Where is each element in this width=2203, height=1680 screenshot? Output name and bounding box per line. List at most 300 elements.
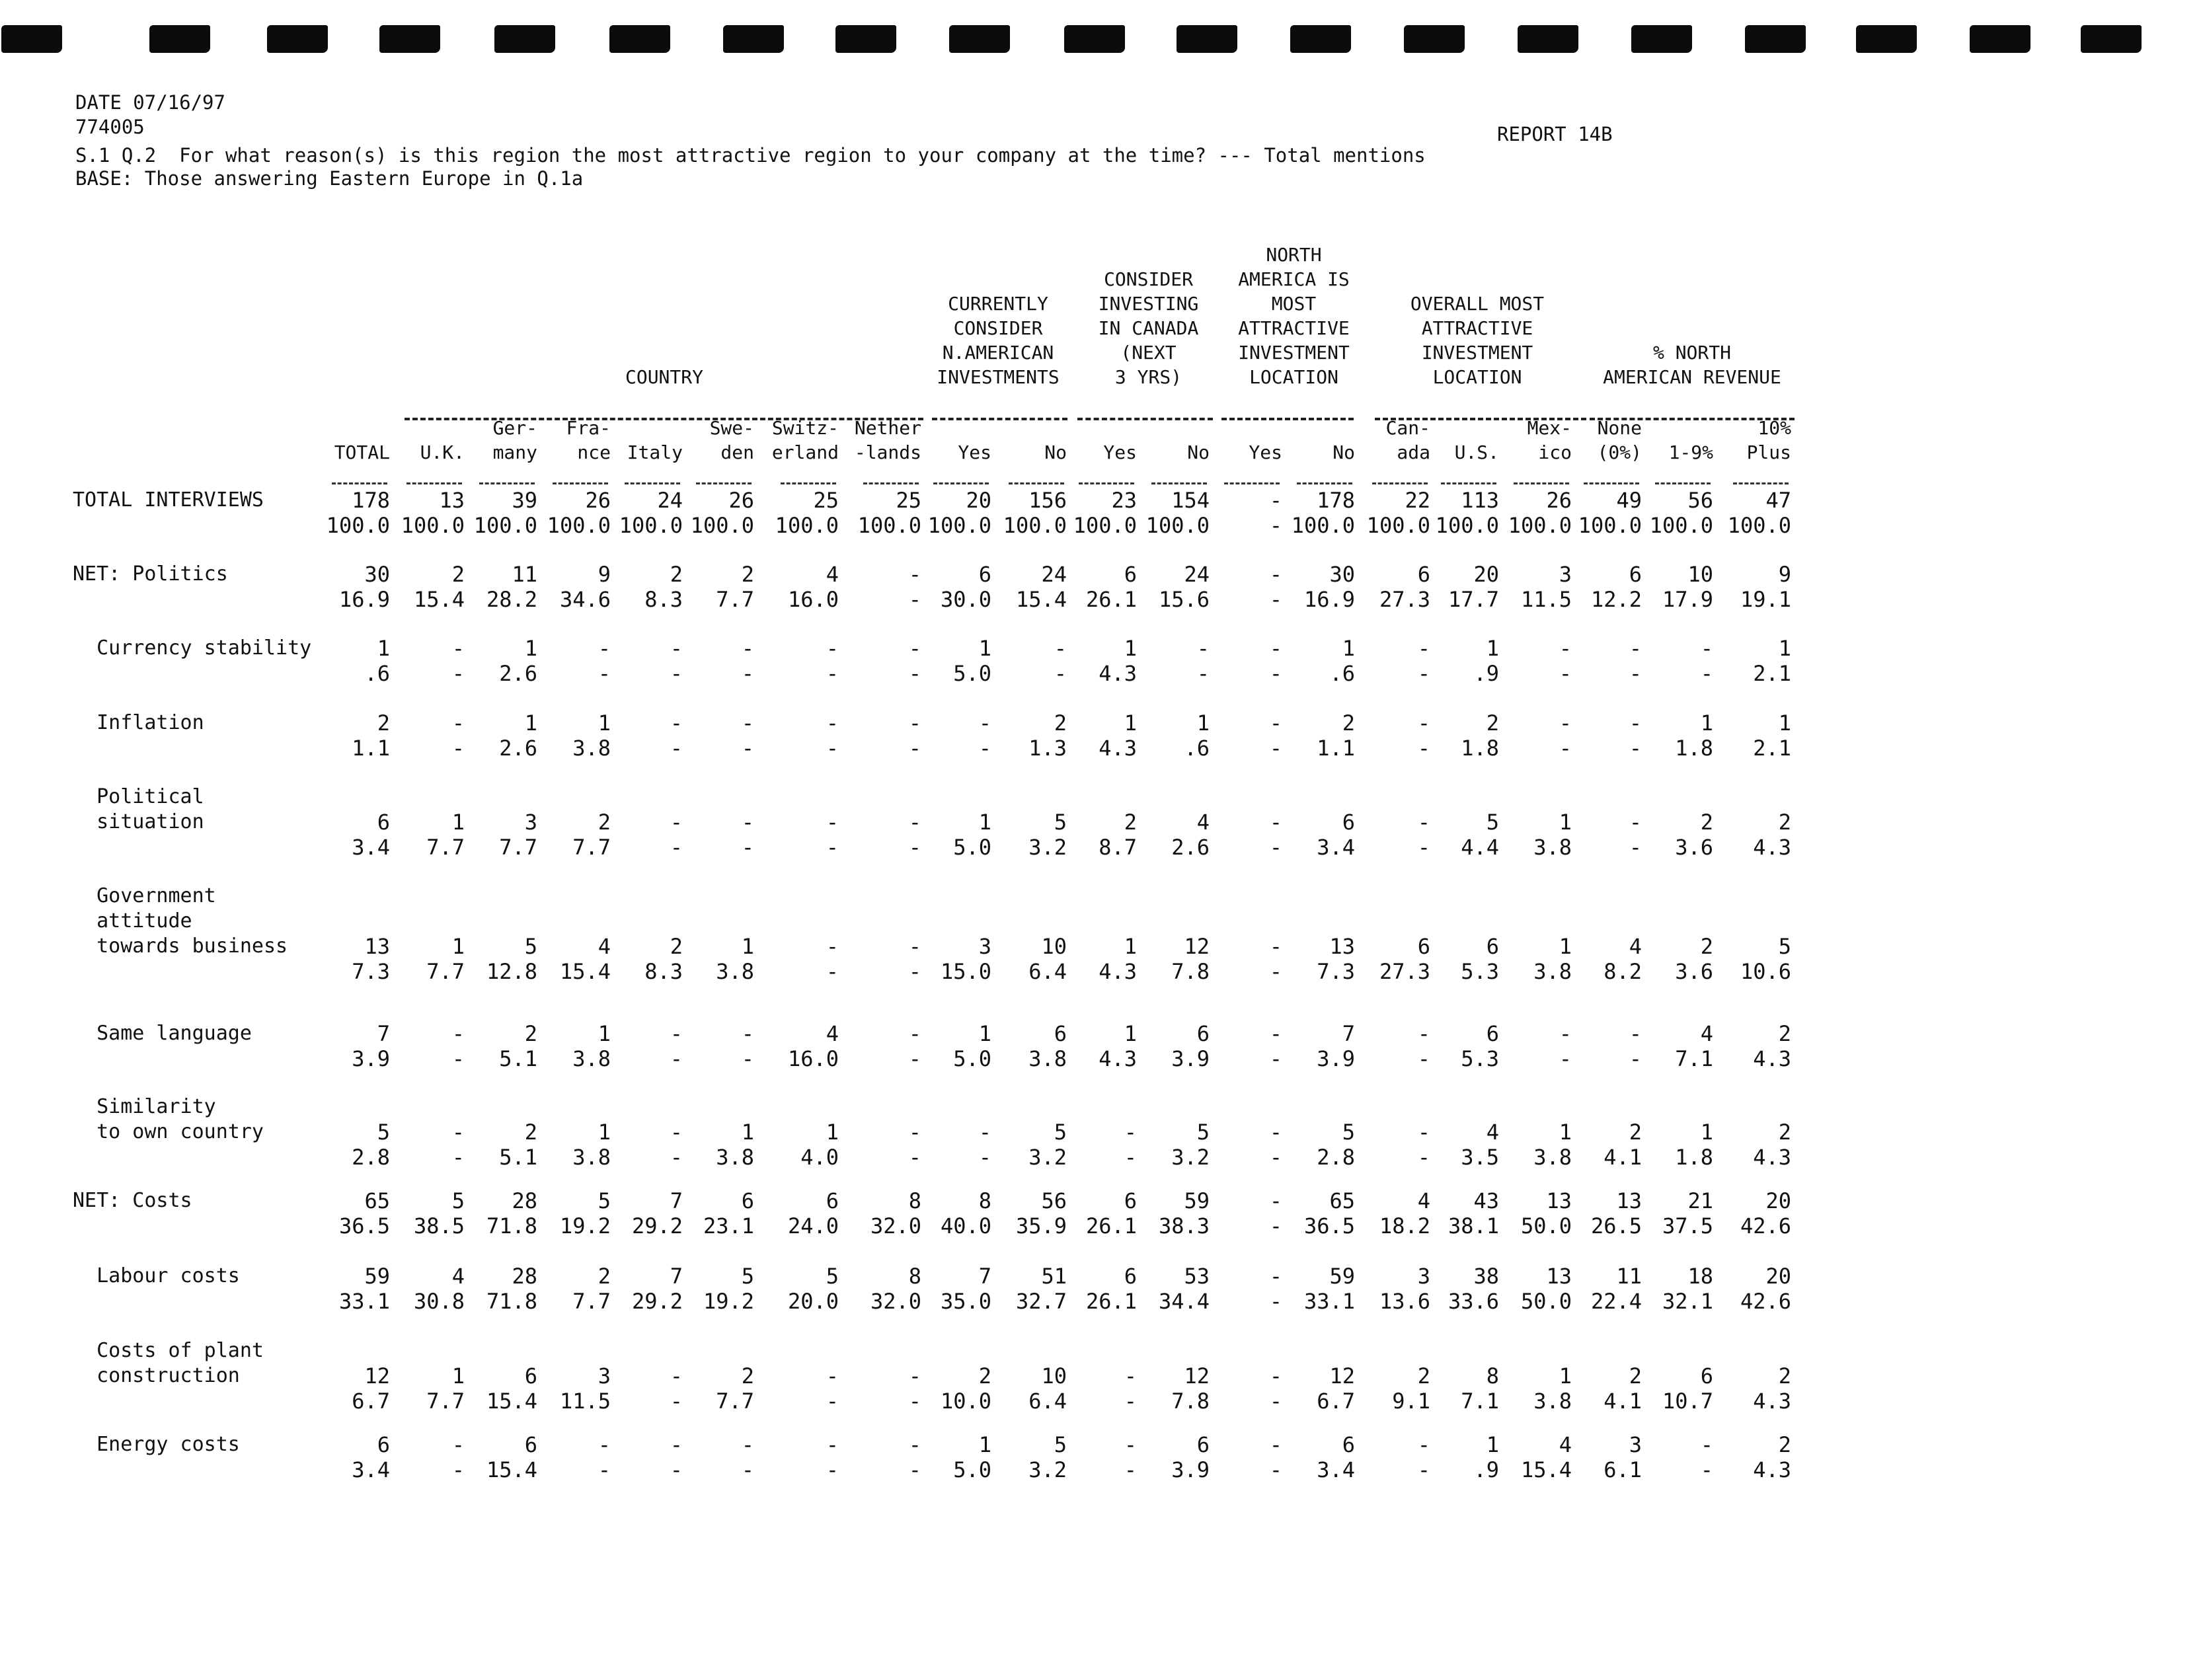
- report-id: REPORT 14B: [1497, 123, 1613, 145]
- cell-count: -: [1269, 1264, 1282, 1289]
- cell-percent: 3.9: [1171, 1457, 1210, 1482]
- cell-percent: 9.1: [1392, 1389, 1430, 1414]
- cell-percent: 36.5: [338, 1213, 390, 1239]
- cell-percent: -: [1417, 1457, 1430, 1482]
- cell-count: 2: [524, 1120, 537, 1145]
- cell-count: -: [826, 934, 839, 959]
- cell-count: 6: [377, 1432, 390, 1457]
- cell-percent: 100.0: [775, 513, 839, 538]
- cell-count: 65: [1329, 1188, 1355, 1213]
- cell-percent: 1.1: [352, 736, 390, 761]
- cell-percent: -: [908, 1145, 921, 1170]
- cell-count: 5: [598, 1188, 611, 1213]
- cell-count: -: [1559, 636, 1572, 661]
- cell-count: -: [1269, 1432, 1282, 1457]
- cell-count: 2: [377, 710, 390, 736]
- perforation-hole: [1, 25, 62, 53]
- cell-count: 7: [1342, 1021, 1355, 1046]
- cell-percent: .6: [364, 661, 390, 686]
- cell-percent: 3.8: [572, 1046, 611, 1071]
- column-header: Ger- many: [492, 417, 537, 463]
- cell-count: -: [1269, 636, 1282, 661]
- cell-percent: 12.2: [1590, 587, 1642, 612]
- cell-percent: 5.0: [953, 661, 991, 686]
- column-underline: [1224, 482, 1280, 484]
- cell-percent: 38.1: [1448, 1213, 1499, 1239]
- cell-percent: .9: [1473, 1457, 1499, 1482]
- cell-percent: 2.6: [499, 661, 537, 686]
- cell-count: -: [908, 1432, 921, 1457]
- cell-percent: -: [1054, 661, 1067, 686]
- cell-percent: 4.3: [1099, 959, 1137, 984]
- cell-percent: 20.0: [787, 1289, 839, 1314]
- perforation-hole: [609, 25, 670, 53]
- cell-count: 2: [670, 562, 683, 587]
- cell-count: -: [908, 810, 921, 835]
- column-header: Nether -lands: [854, 417, 921, 463]
- base-text: BASE: Those answering Eastern Europe in Q.1a: [75, 167, 584, 190]
- cell-percent: 30.8: [413, 1289, 465, 1314]
- cell-count: 1: [451, 810, 465, 835]
- cell-count: 21: [1687, 1188, 1713, 1213]
- cell-count: -: [1196, 636, 1210, 661]
- cell-count: -: [908, 1120, 921, 1145]
- cell-percent: -: [826, 835, 839, 860]
- cell-count: 178: [1317, 488, 1355, 513]
- cell-percent: -: [908, 1046, 921, 1071]
- column-underline: [406, 482, 462, 484]
- cell-count: 2: [1700, 810, 1713, 835]
- cell-count: 12: [364, 1363, 390, 1389]
- cell-percent: 5.0: [953, 1046, 991, 1071]
- cell-percent: -: [598, 661, 611, 686]
- cell-count: 8: [908, 1188, 921, 1213]
- cell-count: 59: [1184, 1188, 1210, 1213]
- cell-count: 2: [1778, 1120, 1791, 1145]
- cell-count: 6: [1629, 562, 1642, 587]
- cell-count: 1: [741, 1120, 754, 1145]
- cell-count: 5: [1054, 1432, 1067, 1457]
- cell-count: 12: [1184, 934, 1210, 959]
- cell-count: -: [670, 1363, 683, 1389]
- cell-count: 3: [1629, 1432, 1642, 1457]
- cell-percent: 7.3: [352, 959, 390, 984]
- cell-percent: 5.1: [499, 1145, 537, 1170]
- cell-count: 4: [598, 934, 611, 959]
- cell-count: 2: [1486, 710, 1499, 736]
- cell-count: 113: [1461, 488, 1499, 513]
- cell-percent: 3.6: [1675, 835, 1713, 860]
- cell-percent: 6.4: [1028, 959, 1067, 984]
- cell-percent: 4.3: [1753, 1046, 1791, 1071]
- cell-percent: -: [451, 1457, 465, 1482]
- cell-percent: -: [1417, 1145, 1430, 1170]
- cell-count: 22: [1405, 488, 1430, 513]
- cell-percent: 4.1: [1604, 1389, 1642, 1414]
- cell-percent: 3.8: [716, 959, 754, 984]
- perforation-hole: [1745, 25, 1806, 53]
- cell-count: -: [1629, 810, 1642, 835]
- cell-percent: -: [908, 959, 921, 984]
- cell-count: -: [1269, 488, 1282, 513]
- column-header: TOTAL: [334, 441, 390, 463]
- job-number: 774005: [75, 116, 145, 138]
- cell-count: 1: [1124, 636, 1137, 661]
- cell-count: 4: [1196, 810, 1210, 835]
- cell-count: 4: [451, 1264, 465, 1289]
- cell-count: -: [670, 636, 683, 661]
- cell-count: -: [908, 1363, 921, 1389]
- cell-percent: 24.0: [787, 1213, 839, 1239]
- cell-percent: 1.1: [1317, 736, 1355, 761]
- cell-percent: 8.2: [1604, 959, 1642, 984]
- cell-count: 2: [978, 1363, 991, 1389]
- cell-count: 2: [1778, 1021, 1791, 1046]
- cell-percent: -: [1269, 1145, 1282, 1170]
- cell-count: 1: [1778, 636, 1791, 661]
- cell-count: 28: [512, 1264, 537, 1289]
- cell-count: 1: [598, 1021, 611, 1046]
- cell-count: 3: [524, 810, 537, 835]
- column-underline: [1009, 482, 1064, 484]
- cell-count: 38: [1473, 1264, 1499, 1289]
- cell-percent: -: [978, 736, 991, 761]
- cell-percent: -: [1124, 1145, 1137, 1170]
- cell-percent: 3.2: [1171, 1145, 1210, 1170]
- cell-percent: 6.4: [1028, 1389, 1067, 1414]
- cell-count: 12: [1184, 1363, 1210, 1389]
- cell-count: -: [1269, 710, 1282, 736]
- cell-percent: 7.8: [1171, 959, 1210, 984]
- cell-count: 3: [1417, 1264, 1430, 1289]
- cell-percent: 38.5: [413, 1213, 465, 1239]
- column-header: No: [1044, 441, 1067, 463]
- cell-count: -: [1054, 636, 1067, 661]
- cell-percent: 5.3: [1461, 1046, 1499, 1071]
- cell-percent: -: [741, 1457, 754, 1482]
- cell-count: -: [741, 636, 754, 661]
- cell-count: 2: [1778, 1432, 1791, 1457]
- cell-count: 1: [1124, 934, 1137, 959]
- cell-percent: -: [670, 1046, 683, 1071]
- cell-count: 13: [1546, 1188, 1572, 1213]
- column-underline: [553, 482, 608, 484]
- cell-count: 2: [1629, 1120, 1642, 1145]
- cell-percent: 4.3: [1099, 661, 1137, 686]
- cell-count: -: [670, 810, 683, 835]
- cell-count: 1: [1342, 636, 1355, 661]
- cell-percent: 32.0: [870, 1213, 921, 1239]
- cell-count: 39: [512, 488, 537, 513]
- column-header: None (0%): [1597, 417, 1642, 463]
- cell-percent: 100.0: [1291, 513, 1355, 538]
- cell-count: 20: [966, 488, 991, 513]
- cell-percent: 3.2: [1028, 1145, 1067, 1170]
- cell-percent: -: [1417, 835, 1430, 860]
- cell-count: -: [1269, 562, 1282, 587]
- group-rule-north-america: [1221, 418, 1354, 420]
- cell-percent: -: [1559, 736, 1572, 761]
- cell-percent: 15.4: [559, 959, 611, 984]
- cell-percent: 15.4: [486, 1457, 537, 1482]
- cell-count: 7: [670, 1188, 683, 1213]
- cell-percent: -: [598, 1457, 611, 1482]
- cell-percent: 100.0: [1003, 513, 1067, 538]
- cell-count: 18: [1687, 1264, 1713, 1289]
- cell-percent: -: [1269, 1457, 1282, 1482]
- cell-count: 4: [1629, 934, 1642, 959]
- cell-percent: -: [670, 661, 683, 686]
- cell-percent: 34.4: [1158, 1289, 1210, 1314]
- column-header: Mex- ico: [1527, 417, 1572, 463]
- cell-percent: -: [1559, 1046, 1572, 1071]
- row-label: Energy costs: [73, 1433, 240, 1456]
- cell-count: 59: [364, 1264, 390, 1289]
- cell-percent: -: [670, 1457, 683, 1482]
- cell-percent: 30.0: [940, 587, 991, 612]
- cell-percent: -: [741, 736, 754, 761]
- cell-percent: 35.9: [1015, 1213, 1067, 1239]
- cell-percent: 6.1: [1604, 1457, 1642, 1482]
- row-label: Labour costs: [73, 1264, 240, 1287]
- cell-percent: 17.9: [1662, 587, 1713, 612]
- cell-count: -: [1124, 1363, 1137, 1389]
- cell-percent: 7.7: [716, 1389, 754, 1414]
- cell-count: 6: [1342, 1432, 1355, 1457]
- cell-count: 1: [741, 934, 754, 959]
- cell-percent: 3.8: [1533, 1145, 1572, 1170]
- cell-count: 6: [377, 810, 390, 835]
- cell-count: -: [1629, 1021, 1642, 1046]
- cell-percent: -: [1629, 661, 1642, 686]
- cell-percent: 4.3: [1753, 1145, 1791, 1170]
- cell-percent: 27.3: [1379, 587, 1430, 612]
- cell-count: 2: [1054, 710, 1067, 736]
- column-header: 1-9%: [1668, 441, 1713, 463]
- cell-count: 3: [978, 934, 991, 959]
- cell-percent: 37.5: [1662, 1213, 1713, 1239]
- cell-percent: 33.1: [1303, 1289, 1355, 1314]
- cell-percent: 26.1: [1085, 1289, 1137, 1314]
- cell-percent: -: [670, 736, 683, 761]
- row-label: NET: Costs: [73, 1189, 192, 1212]
- cell-count: 1: [1124, 710, 1137, 736]
- cell-count: 6: [1124, 1264, 1137, 1289]
- cell-count: 1: [1559, 934, 1572, 959]
- cell-count: 6: [1486, 1021, 1499, 1046]
- cell-percent: 3.4: [1317, 1457, 1355, 1482]
- cell-count: -: [908, 934, 921, 959]
- cell-count: 8: [978, 1188, 991, 1213]
- cell-percent: 100.0: [326, 513, 390, 538]
- cell-percent: -: [826, 1457, 839, 1482]
- cell-percent: 3.8: [572, 1145, 611, 1170]
- group-header-revenue: % NORTH AMERICAN REVENUE: [1603, 342, 1781, 388]
- cell-percent: -: [451, 736, 465, 761]
- cell-count: 5: [1196, 1120, 1210, 1145]
- cell-count: -: [1417, 1432, 1430, 1457]
- cell-percent: 27.3: [1379, 959, 1430, 984]
- cell-count: 2: [524, 1021, 537, 1046]
- cell-percent: 26.1: [1085, 1213, 1137, 1239]
- cell-count: 5: [1054, 810, 1067, 835]
- cell-count: 6: [741, 1188, 754, 1213]
- cell-percent: 32.0: [870, 1289, 921, 1314]
- cell-percent: 3.8: [716, 1145, 754, 1170]
- cell-count: -: [1269, 1188, 1282, 1213]
- cell-count: 47: [1765, 488, 1791, 513]
- cell-count: 8: [1486, 1363, 1499, 1389]
- cell-percent: -: [670, 835, 683, 860]
- cell-count: 1: [1486, 1432, 1499, 1457]
- cell-percent: -: [670, 1145, 683, 1170]
- cell-percent: -: [451, 1046, 465, 1071]
- cell-percent: 26.5: [1590, 1213, 1642, 1239]
- cell-percent: -: [741, 1046, 754, 1071]
- cell-percent: -: [826, 736, 839, 761]
- cell-count: 2: [741, 1363, 754, 1389]
- cell-count: 1: [451, 934, 465, 959]
- group-rule-canada: [1077, 418, 1213, 420]
- cell-percent: 7.7: [426, 959, 465, 984]
- cell-percent: 100.0: [401, 513, 465, 538]
- column-underline: [1297, 482, 1352, 484]
- cell-count: 1: [1700, 1120, 1713, 1145]
- cell-percent: -: [1269, 661, 1282, 686]
- cell-count: 1: [598, 1120, 611, 1145]
- cell-percent: -: [1700, 1457, 1713, 1482]
- cell-count: 2: [598, 810, 611, 835]
- column-underline: [863, 482, 919, 484]
- cell-percent: 50.0: [1520, 1213, 1572, 1239]
- cell-count: 6: [826, 1188, 839, 1213]
- cell-count: -: [1559, 710, 1572, 736]
- cell-percent: 19.2: [559, 1213, 611, 1239]
- cell-percent: 26.1: [1085, 587, 1137, 612]
- group-header-consider-canada: CONSIDER INVESTING IN CANADA (NEXT 3 YRS): [1098, 268, 1199, 388]
- cell-percent: 100.0: [619, 513, 683, 538]
- cell-percent: 1.3: [1028, 736, 1067, 761]
- cell-count: -: [451, 1432, 465, 1457]
- cell-count: 1: [524, 710, 537, 736]
- cell-count: 9: [598, 562, 611, 587]
- cell-count: 1: [1559, 1120, 1572, 1145]
- cell-count: 5: [1778, 934, 1791, 959]
- cell-count: 1: [1559, 810, 1572, 835]
- cell-percent: 4.3: [1099, 1046, 1137, 1071]
- cell-count: 51: [1041, 1264, 1067, 1289]
- cell-percent: 32.1: [1662, 1289, 1713, 1314]
- column-header: No: [1333, 441, 1355, 463]
- cell-percent: 36.5: [1303, 1213, 1355, 1239]
- column-header: Yes: [1249, 441, 1282, 463]
- cell-percent: 4.1: [1604, 1145, 1642, 1170]
- cell-count: 30: [1329, 562, 1355, 587]
- column-underline: [1372, 482, 1428, 484]
- cell-percent: 3.2: [1028, 835, 1067, 860]
- cell-percent: 100.0: [1649, 513, 1713, 538]
- cell-percent: 15.4: [1520, 1457, 1572, 1482]
- perforation-hole: [1404, 25, 1465, 53]
- cell-percent: -: [908, 1457, 921, 1482]
- cell-count: 1: [524, 636, 537, 661]
- cell-percent: 19.2: [703, 1289, 754, 1314]
- cell-percent: 19.1: [1740, 587, 1791, 612]
- cell-percent: -: [1700, 661, 1713, 686]
- cell-percent: -: [741, 661, 754, 686]
- cell-percent: 2.6: [1171, 835, 1210, 860]
- cell-count: 6: [524, 1363, 537, 1389]
- perforation-hole: [494, 25, 555, 53]
- cell-count: 1: [1124, 1021, 1137, 1046]
- cell-percent: 71.8: [486, 1289, 537, 1314]
- cell-count: 2: [1778, 810, 1791, 835]
- row-label: Costs of plant construction: [97, 1339, 264, 1387]
- cell-percent: 3.4: [1317, 835, 1355, 860]
- cell-percent: 50.0: [1520, 1289, 1572, 1314]
- cell-percent: 6.7: [352, 1389, 390, 1414]
- cell-percent: 4.3: [1753, 1389, 1791, 1414]
- cell-count: 3: [1559, 562, 1572, 587]
- cell-count: 5: [1342, 1120, 1355, 1145]
- cell-percent: -: [908, 736, 921, 761]
- cell-count: -: [1417, 710, 1430, 736]
- cell-count: 20: [1765, 1264, 1791, 1289]
- cell-count: 1: [598, 710, 611, 736]
- cell-percent: -: [1269, 1046, 1282, 1071]
- cell-percent: 100.0: [1145, 513, 1210, 538]
- cell-count: 56: [1041, 1188, 1067, 1213]
- cell-percent: 1.8: [1461, 736, 1499, 761]
- cell-count: -: [978, 710, 991, 736]
- cell-count: 2: [1629, 1363, 1642, 1389]
- cell-percent: -: [1269, 1213, 1282, 1239]
- cell-percent: 100.0: [1727, 513, 1791, 538]
- perforation-hole: [149, 25, 210, 53]
- cell-count: -: [1417, 810, 1430, 835]
- cell-percent: -: [1417, 661, 1430, 686]
- cell-percent: 15.6: [1158, 587, 1210, 612]
- cell-percent: -: [1417, 736, 1430, 761]
- cell-count: 12: [1329, 1363, 1355, 1389]
- cell-count: -: [1700, 1432, 1713, 1457]
- cell-percent: 29.2: [631, 1289, 683, 1314]
- row-label: Inflation: [73, 711, 204, 734]
- cell-percent: -: [908, 835, 921, 860]
- column-header: U.S.: [1454, 441, 1499, 463]
- cell-count: 10: [1041, 934, 1067, 959]
- cell-percent: -: [908, 587, 921, 612]
- cell-count: -: [1629, 710, 1642, 736]
- column-header: Switz- erland: [771, 417, 839, 463]
- cell-count: 5: [377, 1120, 390, 1145]
- cell-count: -: [741, 1021, 754, 1046]
- column-header: Can- ada: [1385, 417, 1430, 463]
- cell-percent: 22.4: [1590, 1289, 1642, 1314]
- cell-count: 5: [1054, 1120, 1067, 1145]
- cell-count: 156: [1028, 488, 1067, 513]
- cell-percent: .9: [1473, 661, 1499, 686]
- cell-count: -: [826, 710, 839, 736]
- cell-count: 6: [1342, 810, 1355, 835]
- cell-percent: 3.8: [1533, 835, 1572, 860]
- cell-count: -: [598, 636, 611, 661]
- perforation-hole: [2081, 25, 2142, 53]
- perforation-hole: [835, 25, 896, 53]
- perforation-hole: [1064, 25, 1125, 53]
- cell-count: 20: [1473, 562, 1499, 587]
- report-date: DATE 07/16/97: [75, 91, 225, 114]
